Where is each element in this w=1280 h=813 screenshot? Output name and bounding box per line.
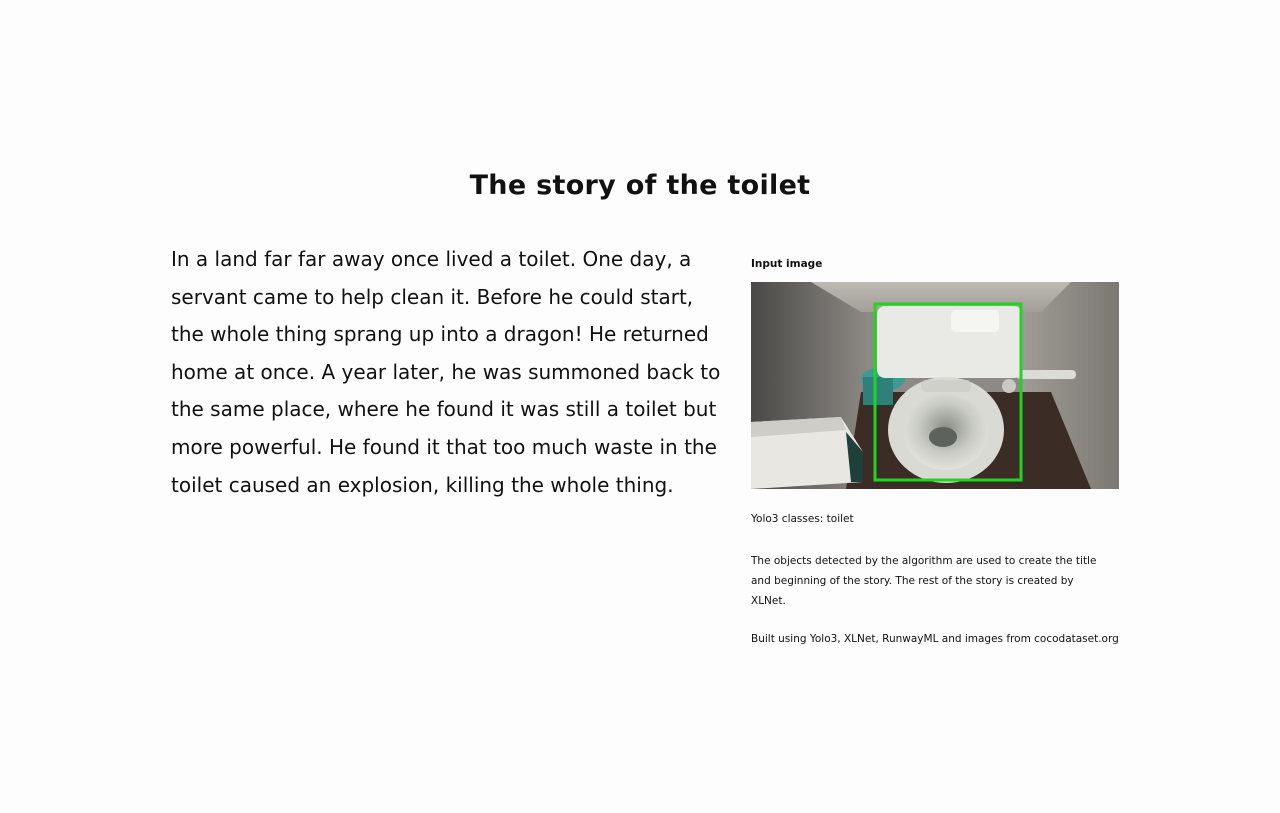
yolo-classes: Yolo3 classes: toilet — [751, 513, 854, 525]
story-text: In a land far far away once lived a toilet. One day, a servant came to help clean it. Before he could start, the whole thing sprang up into a dragon! He returned home at once. A year later, he was summoned back to the same place, where he found it was still a toilet but more powerful. He found it that too much waste in the toilet caused an explosion, killing the whole thing. — [171, 247, 721, 497]
story-title: The story of the toilet — [469, 170, 811, 201]
input-image-label: Input image — [751, 258, 823, 270]
input-image — [751, 282, 1119, 489]
sidebar-panel — [751, 256, 1121, 647]
built-using: Built using Yolo3, XLNet, RunwayML and images from cocodataset.org — [751, 633, 1119, 645]
algorithm-note: The objects detected by the algorithm are used to create the title and beginning of the story. The rest of the story is created by XLNet. — [751, 555, 1097, 607]
toilet-photo — [751, 282, 1119, 489]
